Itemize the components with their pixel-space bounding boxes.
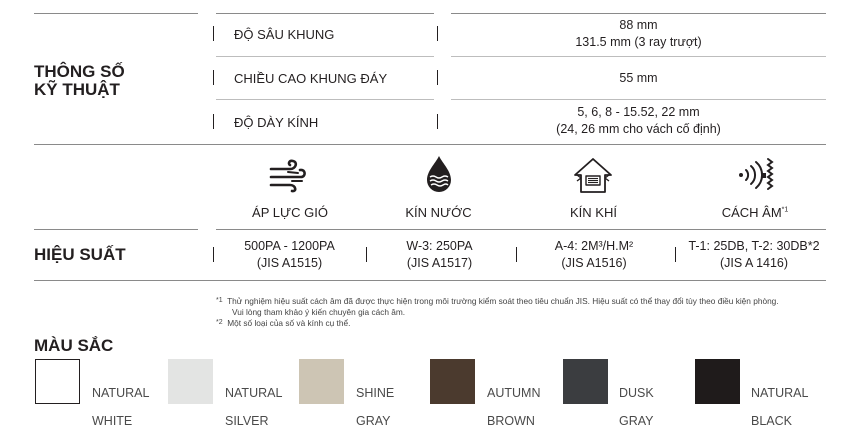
cell-divider xyxy=(675,247,676,262)
spec-value-line: 55 mm xyxy=(619,71,658,85)
row-rule xyxy=(451,99,826,100)
footnote-mark: *1 xyxy=(216,297,223,304)
swatch-natural-black xyxy=(695,359,740,404)
color-label-line: DUSK xyxy=(619,386,654,400)
perf-value-line: (JIS A1515) xyxy=(256,256,323,270)
perf-value-line: 500PA - 1200PA xyxy=(244,239,335,253)
perf-bottom-rule xyxy=(34,280,826,281)
perf-value-air xyxy=(519,238,669,272)
color-label-line: WHITE xyxy=(92,414,133,428)
footnote-text: Một số loại của số và kính cụ thể. xyxy=(227,318,351,328)
perf-heading-sound-text: CÁCH ÂM xyxy=(721,205,782,220)
perf-heading-water: KÍN NƯỚC xyxy=(405,205,472,220)
spec-value-line: 5, 6, 8 - 15.52, 22 mm xyxy=(577,105,700,119)
section-rule xyxy=(34,144,826,145)
perf-heading-sound xyxy=(680,205,830,220)
color-label-shine-gray xyxy=(356,372,394,442)
perf-value-wind xyxy=(216,238,363,272)
spec-value-line: 131.5 mm (3 ray trượt) xyxy=(575,35,702,49)
color-label-dusk-gray xyxy=(619,372,654,442)
spec-label-glass-thickness: ĐỘ DÀY KÍNH xyxy=(234,115,319,130)
spec-label-frame-depth: ĐỘ SÂU KHUNG xyxy=(234,27,335,42)
footnote-mark: *1 xyxy=(781,206,789,214)
specs-title xyxy=(34,63,125,99)
row-divider xyxy=(437,114,438,129)
row-divider xyxy=(213,26,214,41)
swatch-natural-white xyxy=(35,359,80,404)
spec-value-glass-thickness xyxy=(451,104,826,138)
swatch-shine-gray xyxy=(299,359,344,404)
colors-title: MÀU SẮC xyxy=(34,336,114,355)
spec-label-base-height: CHIỀU CAO KHUNG ĐÁY xyxy=(234,71,388,86)
swatch-natural-silver xyxy=(168,359,213,404)
footnote-text: Vui lòng tham khảo ý kiến chuyên gia cách âm. xyxy=(232,307,406,317)
row-divider xyxy=(213,70,214,85)
color-label-line: NATURAL xyxy=(225,386,283,400)
footnote-text: Thử nghiệm hiệu suất cách âm đã được thực hiện trong môi trường kiểm soát theo tiêu chuẩn JIS. Hiệu suất có thể thay đổi tùy theo điều kiện phòng. xyxy=(227,296,779,306)
perf-value-water xyxy=(366,238,513,272)
perf-rule-left xyxy=(34,229,198,230)
swatch-dusk-gray xyxy=(563,359,608,404)
spec-value-line: (24, 26 mm cho vách cố định) xyxy=(556,122,721,136)
color-label-line: SILVER xyxy=(225,414,269,428)
row-rule xyxy=(216,99,434,100)
row-divider xyxy=(213,114,214,129)
perf-value-line: (JIS A1516) xyxy=(561,256,627,270)
perf-heading-air: KÍN KHÍ xyxy=(570,205,617,220)
color-label-natural-white xyxy=(92,372,149,442)
perf-value-line: W-3: 250PA xyxy=(406,239,473,253)
row-rule xyxy=(216,56,434,57)
row-rule xyxy=(451,56,826,57)
color-label-line: BROWN xyxy=(487,414,535,428)
footnote-1 xyxy=(216,296,779,306)
spec-value-frame-depth xyxy=(451,17,826,51)
house-airtight-icon xyxy=(572,157,614,195)
row-divider xyxy=(437,70,438,85)
color-label-line: AUTUMN xyxy=(487,386,541,400)
footnote-1-cont xyxy=(232,307,405,317)
color-label-autumn-brown xyxy=(487,372,540,442)
perf-heading-wind: ÁP LỰC GIÓ xyxy=(252,205,328,220)
color-label-line: SHINE xyxy=(356,386,395,400)
perf-value-line: (JIS A 1416) xyxy=(719,256,789,270)
perf-rule-right xyxy=(216,229,826,230)
sound-insulation-icon xyxy=(737,157,779,193)
swatch-autumn-brown xyxy=(430,359,475,404)
color-label-line: NATURAL xyxy=(751,386,809,400)
spec-value-base-height xyxy=(451,70,826,87)
color-label-line: GRAY xyxy=(356,414,391,428)
footnote-mark: *2 xyxy=(216,319,223,326)
spec-value-line: 88 mm xyxy=(619,18,658,32)
perf-value-line: A-4: 2M³/H.M² xyxy=(554,239,634,253)
color-label-natural-black xyxy=(751,372,808,442)
color-label-line: NATURAL xyxy=(92,386,150,400)
top-rule-left xyxy=(34,13,198,14)
perf-value-line: (JIS A1517) xyxy=(406,256,473,270)
color-label-line: BLACK xyxy=(751,414,792,428)
footnote-2 xyxy=(216,318,350,328)
perf-value-sound xyxy=(678,238,830,272)
top-rule-right xyxy=(451,13,826,14)
color-label-line: GRAY xyxy=(619,414,654,428)
top-rule-mid xyxy=(216,13,434,14)
cell-divider xyxy=(213,247,214,262)
specs-title-line1: THÔNG SỐ xyxy=(34,62,125,81)
row-divider xyxy=(437,26,438,41)
water-drop-icon xyxy=(425,155,453,193)
performance-title: HIỆU SUẤT xyxy=(34,245,126,264)
color-label-natural-silver xyxy=(225,372,282,442)
perf-value-line: T-1: 25DB, T-2: 30DB*2 xyxy=(688,239,820,253)
specs-title-line2: KỸ THUẬT xyxy=(34,80,120,99)
wind-icon xyxy=(268,157,308,193)
cell-divider xyxy=(516,247,517,262)
